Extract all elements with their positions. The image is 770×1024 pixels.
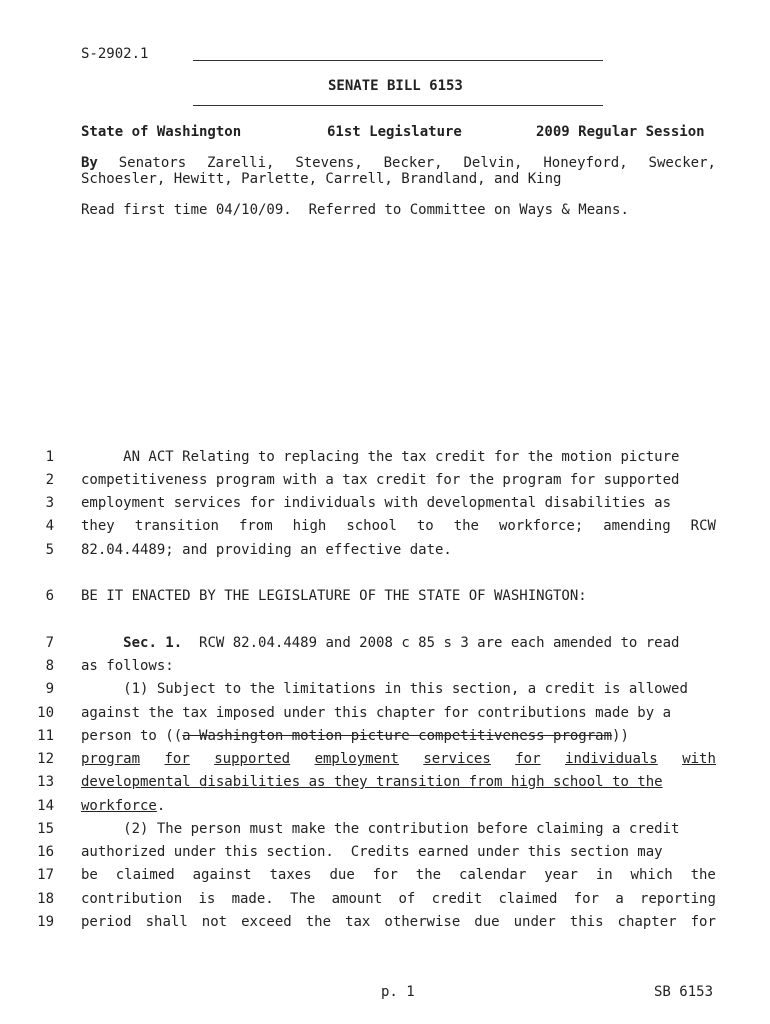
text-line: as follows: xyxy=(81,658,174,674)
word: the xyxy=(453,518,479,534)
title-rule-top xyxy=(193,60,603,61)
word: for xyxy=(164,751,190,767)
bill-code: S-2902.1 xyxy=(81,46,149,62)
word: of xyxy=(398,891,416,907)
word: from xyxy=(238,518,273,534)
word: transition xyxy=(134,518,219,534)
word: claimed xyxy=(498,891,558,907)
word: made. xyxy=(231,891,274,907)
line-number: 18 xyxy=(37,891,54,907)
text-line xyxy=(81,798,165,814)
word: individuals xyxy=(565,751,658,767)
word: tax xyxy=(345,914,371,930)
word: period xyxy=(81,914,132,930)
state-label: State of Washington xyxy=(81,124,242,140)
word: for xyxy=(515,751,541,767)
word: they xyxy=(81,518,115,534)
word: Swecker, xyxy=(648,155,716,171)
word: Honeyford, xyxy=(543,155,628,171)
word: program xyxy=(81,751,141,767)
text-line: AN ACT Relating to replacing the tax credit for the motion picture xyxy=(81,449,680,465)
word: which xyxy=(630,867,673,883)
line-number: 3 xyxy=(45,495,54,511)
enacting-clause: BE IT ENACTED BY THE LEGISLATURE OF THE STATE OF WASHINGTON: xyxy=(81,588,587,604)
section-number: Sec. 1. xyxy=(123,635,183,651)
word: exceed xyxy=(241,914,292,930)
text-line: authorized under this section. Credits earned under this section may xyxy=(81,844,663,860)
legislature-label: 61st Legislature xyxy=(327,124,462,140)
line-number: 17 xyxy=(37,867,54,883)
word: calendar xyxy=(458,867,527,883)
bill-title: SENATE BILL 6153 xyxy=(328,78,463,94)
word: Delvin, xyxy=(463,155,523,171)
text-segment: . xyxy=(156,798,166,814)
line-number: 4 xyxy=(45,518,54,534)
word: Senators xyxy=(118,155,187,171)
text-line: competitiveness program with a tax credit for the program for supported xyxy=(81,472,680,488)
word: supported xyxy=(214,751,291,767)
word: otherwise xyxy=(384,914,461,930)
word: not xyxy=(201,914,228,930)
word: Zarelli, xyxy=(207,155,275,171)
text-line xyxy=(81,867,716,883)
text-line: 82.04.4489; and providing an effective date. xyxy=(81,542,452,558)
line-number: 19 xyxy=(37,914,54,930)
inserted-text: workforce xyxy=(81,798,157,814)
line-number: 11 xyxy=(37,728,54,744)
word: for xyxy=(372,867,398,883)
word: for xyxy=(690,914,716,930)
word: taxes xyxy=(269,867,312,883)
line-number: 10 xyxy=(37,705,54,721)
word: workforce; xyxy=(498,518,584,534)
word: to xyxy=(416,518,434,534)
page-number: p. 1 xyxy=(381,984,415,1000)
inserted-text-line: developmental disabilities as they transition from high school to the xyxy=(81,774,663,790)
session-label: 2009 Regular Session xyxy=(536,124,705,140)
word: due xyxy=(329,867,355,883)
word: chapter xyxy=(617,914,677,930)
word: shall xyxy=(145,914,188,930)
word: this xyxy=(569,914,604,930)
word: is xyxy=(198,891,216,907)
line-number: 16 xyxy=(37,844,54,860)
word: a xyxy=(615,891,624,907)
word: for xyxy=(573,891,600,907)
word: Becker, xyxy=(383,155,443,171)
section-heading-line xyxy=(81,635,679,651)
sponsors-line-2: Schoesler, Hewitt, Parlette, Carrell, Brandland, and King xyxy=(81,171,562,187)
sponsors-by: By xyxy=(81,155,98,171)
text-line: (1) Subject to the limitations in this section, a credit is allowed xyxy=(81,681,688,697)
line-number: 2 xyxy=(45,472,54,488)
text-line: employment services for individuals with developmental disabilities as xyxy=(81,495,672,511)
line-number: 7 xyxy=(45,635,54,651)
text-line xyxy=(81,914,716,930)
word: reporting xyxy=(640,891,716,907)
word: the xyxy=(415,867,442,883)
word: employment xyxy=(314,751,399,767)
word: with xyxy=(682,751,716,767)
word: services xyxy=(423,751,491,767)
text-line: (2) The person must make the contribution before claiming a credit xyxy=(81,821,680,837)
line-number: 15 xyxy=(37,821,54,837)
line-number: 8 xyxy=(45,658,54,674)
text-line: against the tax imposed under this chapter for contributions made by a xyxy=(81,705,672,721)
word: the xyxy=(305,914,332,930)
text-line xyxy=(81,518,716,534)
word: under xyxy=(513,914,556,930)
title-rule-bottom xyxy=(193,105,603,106)
word: contribution xyxy=(81,891,183,907)
sponsors-line-1 xyxy=(81,155,716,171)
word: school xyxy=(346,518,397,534)
text-segment: )) xyxy=(612,728,629,744)
word: Stevens, xyxy=(295,155,363,171)
word: The xyxy=(290,891,316,907)
line-number: 1 xyxy=(45,449,54,465)
word: in xyxy=(595,867,613,883)
section-text: RCW 82.04.4489 and 2008 c 85 s 3 are each amended to read xyxy=(182,635,680,651)
word: against xyxy=(192,867,252,883)
line-number: 13 xyxy=(37,774,54,790)
text-segment: person to (( xyxy=(81,728,183,744)
struck-text: a Washington motion picture competitiveness program xyxy=(182,728,613,744)
text-line xyxy=(81,891,716,907)
footer-bill-ref: SB 6153 xyxy=(654,984,714,1000)
word: RCW xyxy=(690,518,716,534)
word: amount xyxy=(331,891,383,907)
indent xyxy=(81,635,123,651)
inserted-text-line xyxy=(81,751,716,767)
word: year xyxy=(544,867,578,883)
word: the xyxy=(690,867,716,883)
line-number: 6 xyxy=(45,588,54,604)
line-number: 14 xyxy=(37,798,54,814)
text-line xyxy=(81,728,629,744)
read-first-note: Read first time 04/10/09. Referred to Committee on Ways & Means. xyxy=(81,202,629,218)
word: due xyxy=(474,914,500,930)
line-number: 12 xyxy=(37,751,54,767)
word: claimed xyxy=(115,867,175,883)
line-number: 9 xyxy=(45,681,54,697)
line-number: 5 xyxy=(45,542,54,558)
word: amending xyxy=(603,518,671,534)
word: credit xyxy=(431,891,483,907)
word: high xyxy=(292,518,327,534)
word: be xyxy=(81,867,98,883)
